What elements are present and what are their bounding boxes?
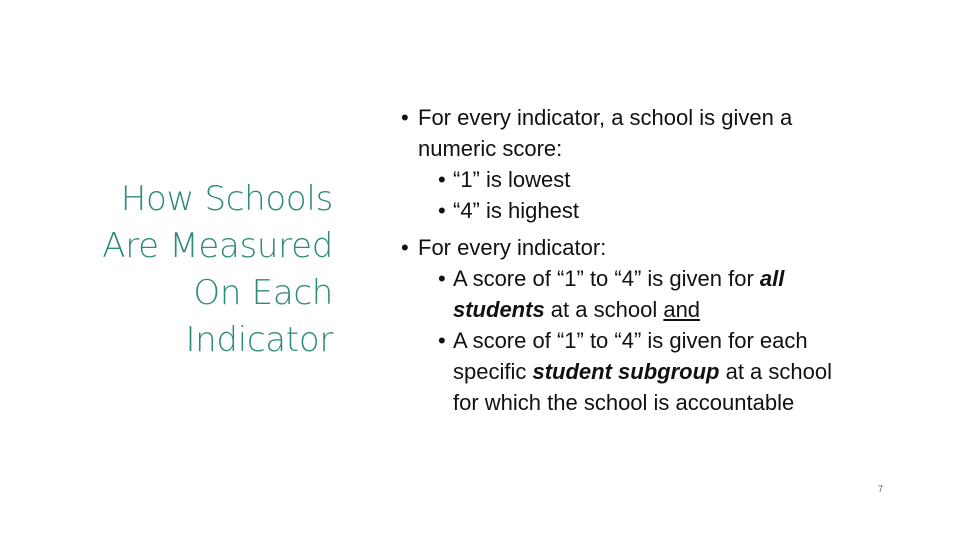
bullet-text-line: for which the school is accountable	[453, 390, 795, 415]
title-line: On Each	[193, 273, 333, 313]
underlined-text: and	[663, 297, 701, 322]
title-line: Are Measured	[102, 226, 333, 266]
bullet-icon: •	[438, 266, 446, 291]
page-number: 7	[878, 484, 884, 494]
text-run: at a school	[719, 359, 832, 384]
bullet-text-line: “1” is lowest	[453, 167, 571, 192]
bullet-text-line	[453, 294, 898, 325]
emphasis-text: all	[759, 266, 785, 291]
emphasis-text: student subgroup	[532, 359, 720, 384]
bullet-item	[398, 102, 898, 164]
bullet-list	[398, 102, 898, 418]
title-line: How Schools	[120, 179, 333, 219]
text-run: A score of “1” to “4” is given for	[453, 266, 760, 291]
bullet-text-line: “4” is highest	[453, 198, 579, 223]
sub-bullet-item	[398, 164, 898, 195]
bullet-icon: •	[401, 105, 409, 130]
bullet-item	[398, 232, 898, 263]
bullet-text-line: numeric score:	[418, 136, 563, 161]
bullet-text-line: A score of “1” to “4” is given for each	[453, 328, 808, 353]
bullet-text-line	[453, 263, 898, 294]
title-line: Indicator	[185, 320, 333, 360]
bullet-text-line	[453, 356, 898, 387]
slide-title	[33, 176, 333, 364]
emphasis-text: students	[453, 297, 545, 322]
sub-bullet-item	[398, 325, 898, 418]
bullet-icon: •	[438, 167, 446, 192]
bullet-icon: •	[438, 328, 446, 353]
bullet-icon: •	[401, 235, 409, 260]
text-run: specific	[453, 359, 533, 384]
sub-bullet-item	[398, 195, 898, 226]
text-run: at a school	[544, 297, 664, 322]
bullet-text-line: For every indicator, a school is given a	[418, 105, 793, 130]
bullet-icon: •	[438, 198, 446, 223]
bullet-text-line: For every indicator:	[418, 235, 607, 260]
sub-bullet-item	[398, 263, 898, 325]
